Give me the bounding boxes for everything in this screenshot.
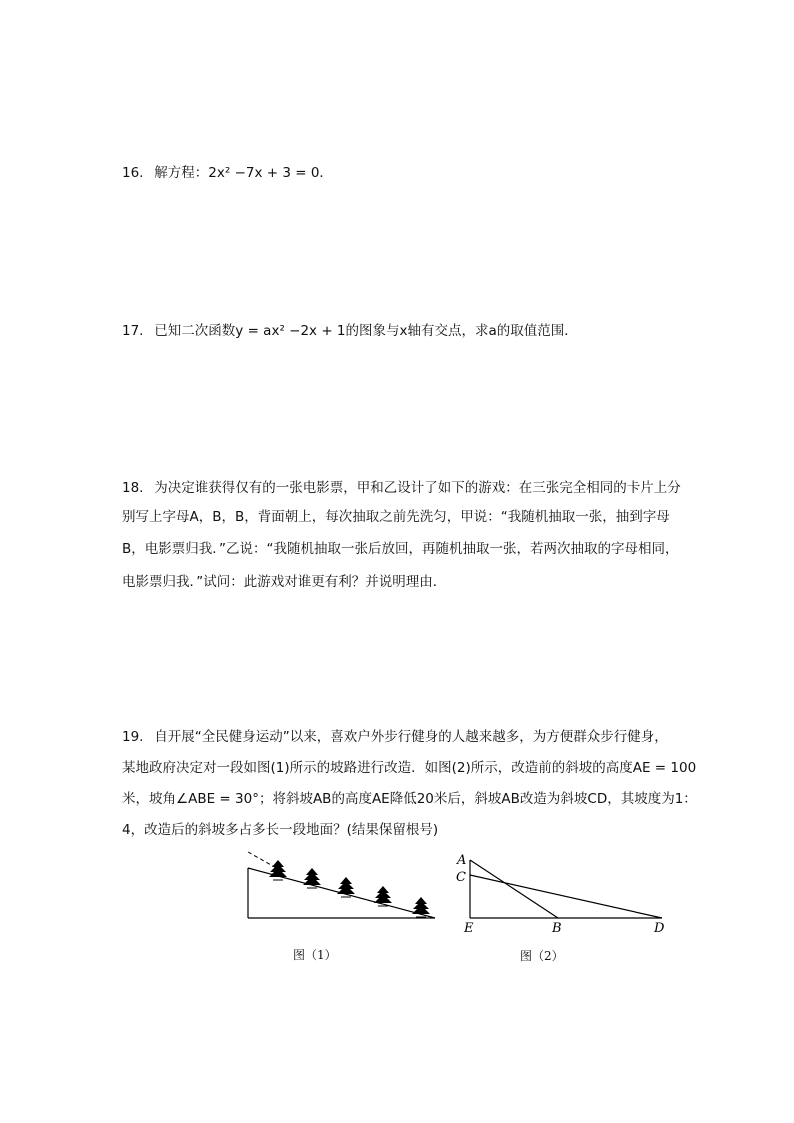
tree-icon (303, 868, 321, 888)
tree-icon (337, 877, 355, 897)
figure-1-caption: 图（1） (293, 948, 337, 962)
question-19-line-3: 米，坡角∠ABE = 30°；将斜坡AB的高度AE降低20米后，斜坡AB改造为斜坡CD，其坡度为1： (122, 791, 697, 807)
figure-2-geometry-diagram (455, 850, 675, 940)
point-label-A: A (457, 853, 467, 868)
question-text: 已知二次函数y = ax² −2x + 1的图象与x轴有交点，求a的取值范围． (154, 323, 578, 339)
point-label-E: E (464, 921, 474, 936)
point-label-C: C (456, 870, 466, 885)
question-19-line-1 (122, 728, 668, 746)
question-19-line-4: 4，改造后的斜坡多占多长一段地面？(结果保留根号) (122, 822, 439, 838)
question-19-line-2: 某地政府决定对一段如图(1)所示的坡路进行改造．如图(2)所示，改造前的斜坡的高度AE = 100 (122, 760, 697, 776)
tree-icon (269, 860, 287, 880)
question-number: 18. (122, 480, 144, 496)
question-text: 解方程：2x² −7x + 3 = 0． (154, 165, 333, 181)
tree-icon (412, 897, 430, 917)
segment-AB (470, 860, 558, 918)
segment-CD (470, 875, 662, 918)
question-18-line-2: 别写上字母A，B，B，背面朝上，每次抽取之前先洗匀，甲说：“我随机抽取一张，抽到字母 (122, 509, 670, 525)
question-18-line-4: 电影票归我．”试问：此游戏对谁更有利？并说明理由． (122, 574, 447, 590)
question-18-line-3: B，电影票归我．”乙说：“我随机抽取一张后放回，再随机抽取一张，若两次抽取的字母相同， (122, 541, 679, 557)
question-18-line-1 (122, 479, 681, 497)
figure-2-caption: 图（2） (520, 949, 564, 963)
question-16 (122, 164, 333, 182)
question-number: 16. (122, 165, 144, 181)
question-text: 自开展“全民健身运动”以来，喜欢户外步行健身的人越来越多，为方便群众步行健身， (154, 729, 668, 745)
tree-icon (374, 886, 392, 906)
point-label-B: B (552, 921, 562, 936)
point-label-D: D (654, 921, 665, 936)
question-number: 19. (122, 729, 144, 745)
question-text: 为决定谁获得仅有的一张电影票，甲和乙设计了如下的游戏：在三张完全相同的卡片上分 (154, 480, 681, 496)
figure-1-slope-diagram (240, 848, 440, 924)
question-17 (122, 322, 578, 340)
question-number: 17. (122, 323, 144, 339)
